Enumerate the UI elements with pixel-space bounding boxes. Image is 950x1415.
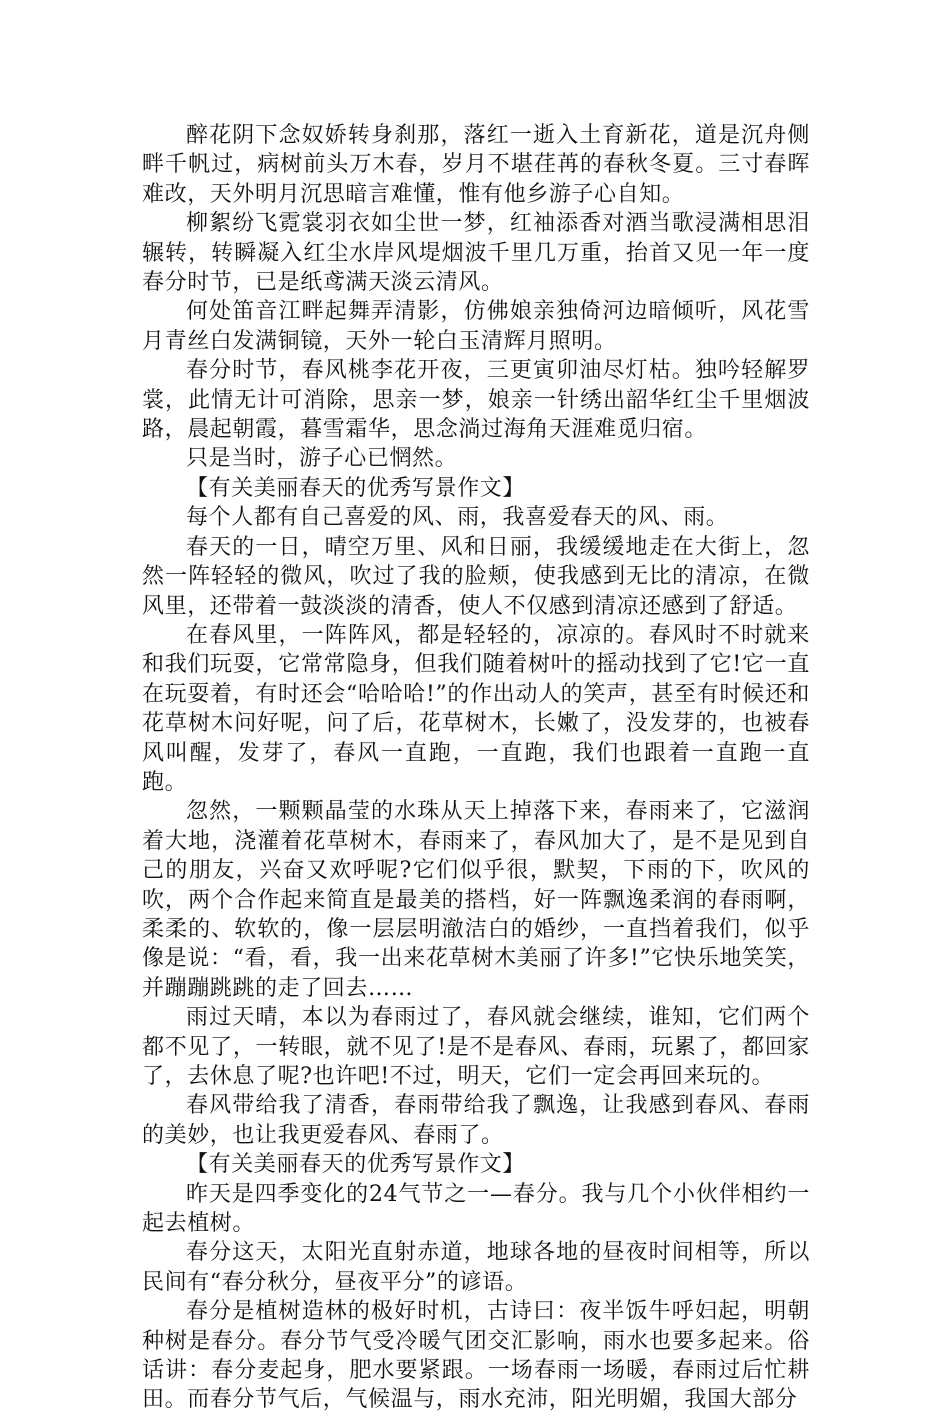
paragraph-5: 只是当时，游子心已惘然。: [186, 446, 458, 472]
section-1-paragraph-5: 雨过天晴，本以为春雨过了，春风就会继续，谁知，它们两个都不见了，一转眼，就不见了!是不是春风、春雨，玩累了，都回家了，去休息了呢?也许吧!不过，明天，它们一定会再回来玩的。: [142, 1005, 810, 1089]
document-page: [142, 121, 810, 1415]
paragraph-1: 醉花阴下念奴娇转身刹那，落红一逝入土育新花，道是沉舟侧畔千帆过，病树前头万木春，岁月不堪荏苒的春秋冬夏。三寸春晖难改，天外明月沉思暗言难懂，惟有他乡游子心自知。: [142, 123, 810, 207]
section-1-paragraph-6: 春风带给我了清香，春雨带给我了飘逸，让我感到春风、春雨的美妙，也让我更爱春风、春雨了。: [142, 1093, 810, 1148]
section-heading-2: 【有关美丽春天的优秀写景作文】: [186, 1152, 526, 1178]
section-1-paragraph-3: 在春风里，一阵阵风，都是轻轻的，凉凉的。春风时不时就来和我们玩耍，它常常隐身，但我们随着树叶的摇动找到了它!它一直在玩耍着，有时还会“哈哈哈!”的作出动人的笑声，甚至有时候还和花草树木问好呢，问了后，花草树木，长嫩了，没发芽的，也被春风叫醒，发芽了，春风一直跑，一直跑，我们也跟着一直跑一直跑。: [142, 622, 810, 795]
section-2-paragraph-3: 春分是植树造林的极好时机，古诗曰：夜半饭牛呼妇起，明朝种树是春分。春分节气受冷暖气团交汇影响，雨水也要多起来。俗话讲：春分麦起身，肥水要紧跟。一场春雨一场暖，春雨过后忙耕田。而春分节气后，气候温与，雨水充沛，阳光明媚，我国大部分: [142, 1299, 810, 1413]
section-heading-1: 【有关美丽春天的优秀写景作文】: [186, 475, 526, 501]
section-2-paragraph-1: 昨天是四季变化的24气节之一—春分。我与几个小伙伴相约一起去植树。: [142, 1181, 810, 1237]
section-1-paragraph-2: 春天的一日，晴空万里、风和日丽，我缓缓地走在大街上，忽然一阵轻轻的微风，吹过了我的脸颊，使我感到无比的清凉，在微风里，还带着一鼓淡淡的清香，使人不仅感到清凉还感到了舒适。: [142, 534, 810, 619]
section-2-paragraph-2: 春分这天，太阳光直射赤道，地球各地的昼夜时间相等，所以民间有“春分秋分，昼夜平分”的谚语。: [142, 1240, 810, 1295]
section-1-paragraph-1: 每个人都有自己喜爱的风、雨，我喜爱春天的风、雨。: [186, 505, 729, 531]
paragraph-3: 何处笛音江畔起舞弄清影，仿佛娘亲独倚河边暗倾听，风花雪月青丝白发满铜镜，天外一轮白玉清辉月照明。: [142, 299, 810, 354]
paragraph-4: 春分时节，春风桃李花开夜，三更寅卯油尽灯枯。独吟轻解罗裳，此情无计可消除，思亲一梦，娘亲一针绣出韶华红尘千里烟波路，晨起朝霞，暮雪霜华，思念淌过海角天涯难觅归宿。: [142, 358, 810, 443]
paragraph-2: 柳絮纷飞霓裳羽衣如尘世一梦，红袖添香对酒当歌浸满相思泪辗转，转瞬凝入红尘水岸风堤烟波千里几万重，抬首又见一年一度春分时节，已是纸鸢满天淡云清风。: [142, 211, 810, 296]
section-1-paragraph-4: 忽然，一颗颗晶莹的水珠从天上掉落下来，春雨来了，它滋润着大地，浇灌着花草树木，春雨来了，春风加大了，是不是见到自己的朋友，兴奋又欢呼呢?它们似乎很，默契，下雨的下，吹风的吹，两个合作起来简直是最美的搭档，好一阵飘逸柔润的春雨啊，柔柔的、软软的，像一层层明澈洁白的婚纱，一直挡着我们，似乎像是说：“看，看，我一出来花草树木美丽了许多!”它快乐地笑笑，并蹦蹦跳跳的走了回去……: [142, 799, 810, 1001]
